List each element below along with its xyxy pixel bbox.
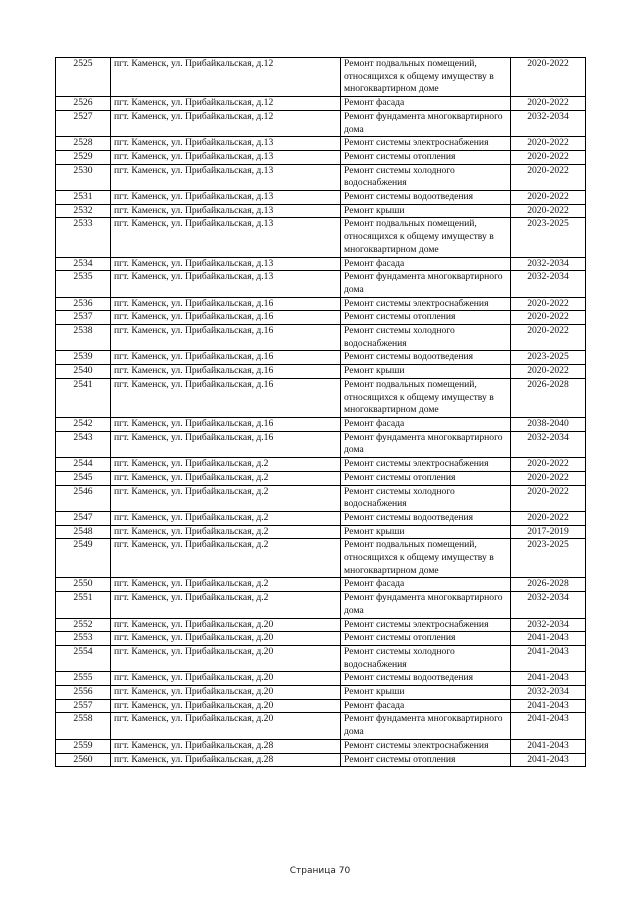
table-row bbox=[56, 110, 586, 136]
period-cell: 2017-2019 bbox=[511, 525, 586, 539]
work-type-cell: Ремонт системы водоотведения bbox=[341, 672, 511, 686]
row-number-cell: 2557 bbox=[56, 699, 111, 713]
table-row bbox=[56, 218, 586, 257]
work-type-cell: Ремонт системы электроснабжения bbox=[341, 458, 511, 472]
row-number-cell: 2560 bbox=[56, 753, 111, 767]
work-type-cell: Ремонт фундамента многоквартирного дома bbox=[341, 431, 511, 457]
table-row bbox=[56, 753, 586, 767]
address-cell: пгт. Каменск, ул. Прибайкальская, д.13 bbox=[111, 204, 341, 218]
row-number-cell: 2555 bbox=[56, 672, 111, 686]
row-number-cell: 2546 bbox=[56, 485, 111, 511]
work-type-cell: Ремонт фасада bbox=[341, 699, 511, 713]
table-row bbox=[56, 632, 586, 646]
address-cell: пгт. Каменск, ул. Прибайкальская, д.16 bbox=[111, 351, 341, 365]
row-number-cell: 2554 bbox=[56, 645, 111, 671]
address-cell: пгт. Каменск, ул. Прибайкальская, д.16 bbox=[111, 325, 341, 351]
address-cell: пгт. Каменск, ул. Прибайкальская, д.20 bbox=[111, 672, 341, 686]
address-cell: пгт. Каменск, ул. Прибайкальская, д.2 bbox=[111, 485, 341, 511]
row-number-cell: 2550 bbox=[56, 578, 111, 592]
work-type-cell: Ремонт системы холодного водоснабжения bbox=[341, 485, 511, 511]
row-number-cell: 2548 bbox=[56, 525, 111, 539]
table-row bbox=[56, 271, 586, 297]
period-cell: 2020-2022 bbox=[511, 137, 586, 151]
row-number-cell: 2539 bbox=[56, 351, 111, 365]
work-type-cell: Ремонт системы отопления bbox=[341, 753, 511, 767]
period-cell: 2041-2043 bbox=[511, 645, 586, 671]
table-row bbox=[56, 485, 586, 511]
address-cell: пгт. Каменск, ул. Прибайкальская, д.2 bbox=[111, 578, 341, 592]
period-cell: 2026-2028 bbox=[511, 378, 586, 417]
row-number-cell: 2541 bbox=[56, 378, 111, 417]
work-type-cell: Ремонт системы электроснабжения bbox=[341, 739, 511, 753]
row-number-cell: 2540 bbox=[56, 365, 111, 379]
row-number-cell: 2558 bbox=[56, 713, 111, 739]
period-cell: 2041-2043 bbox=[511, 699, 586, 713]
table-row bbox=[56, 325, 586, 351]
work-type-cell: Ремонт подвальных помещений, относящихся к общему имуществу в многоквартирном доме bbox=[341, 378, 511, 417]
period-cell: 2020-2022 bbox=[511, 150, 586, 164]
work-type-cell: Ремонт системы отопления bbox=[341, 471, 511, 485]
period-cell: 2020-2022 bbox=[511, 97, 586, 111]
repair-schedule-table bbox=[55, 57, 586, 767]
table-row bbox=[56, 458, 586, 472]
work-type-cell: Ремонт фасада bbox=[341, 417, 511, 431]
period-cell: 2020-2022 bbox=[511, 325, 586, 351]
work-type-cell: Ремонт системы холодного водоснабжения bbox=[341, 645, 511, 671]
period-cell: 2020-2022 bbox=[511, 297, 586, 311]
work-type-cell: Ремонт подвальных помещений, относящихся к общему имуществу в многоквартирном доме bbox=[341, 58, 511, 97]
period-cell: 2032-2034 bbox=[511, 431, 586, 457]
work-type-cell: Ремонт подвальных помещений, относящихся к общему имуществу в многоквартирном доме bbox=[341, 539, 511, 578]
table-row bbox=[56, 191, 586, 205]
row-number-cell: 2553 bbox=[56, 632, 111, 646]
address-cell: пгт. Каменск, ул. Прибайкальская, д.13 bbox=[111, 191, 341, 205]
table-row bbox=[56, 311, 586, 325]
address-cell: пгт. Каменск, ул. Прибайкальская, д.16 bbox=[111, 297, 341, 311]
work-type-cell: Ремонт системы водоотведения bbox=[341, 191, 511, 205]
address-cell: пгт. Каменск, ул. Прибайкальская, д.16 bbox=[111, 365, 341, 379]
row-number-cell: 2529 bbox=[56, 150, 111, 164]
work-type-cell: Ремонт системы холодного водоснабжения bbox=[341, 325, 511, 351]
period-cell: 2038-2040 bbox=[511, 417, 586, 431]
work-type-cell: Ремонт подвальных помещений, относящихся к общему имуществу в многоквартирном доме bbox=[341, 218, 511, 257]
work-type-cell: Ремонт фасада bbox=[341, 257, 511, 271]
row-number-cell: 2532 bbox=[56, 204, 111, 218]
table-row bbox=[56, 525, 586, 539]
row-number-cell: 2531 bbox=[56, 191, 111, 205]
table-row bbox=[56, 97, 586, 111]
period-cell: 2026-2028 bbox=[511, 578, 586, 592]
page-number: Страница 70 bbox=[289, 866, 351, 876]
period-cell: 2032-2034 bbox=[511, 592, 586, 618]
work-type-cell: Ремонт крыши bbox=[341, 686, 511, 700]
table-row bbox=[56, 578, 586, 592]
row-number-cell: 2528 bbox=[56, 137, 111, 151]
address-cell: пгт. Каменск, ул. Прибайкальская, д.16 bbox=[111, 311, 341, 325]
period-cell: 2032-2034 bbox=[511, 618, 586, 632]
row-number-cell: 2551 bbox=[56, 592, 111, 618]
period-cell: 2023-2025 bbox=[511, 351, 586, 365]
table-row bbox=[56, 645, 586, 671]
address-cell: пгт. Каменск, ул. Прибайкальская, д.20 bbox=[111, 632, 341, 646]
period-cell: 2023-2025 bbox=[511, 539, 586, 578]
row-number-cell: 2547 bbox=[56, 511, 111, 525]
period-cell: 2020-2022 bbox=[511, 485, 586, 511]
address-cell: пгт. Каменск, ул. Прибайкальская, д.12 bbox=[111, 97, 341, 111]
period-cell: 2020-2022 bbox=[511, 511, 586, 525]
table-row bbox=[56, 739, 586, 753]
row-number-cell: 2559 bbox=[56, 739, 111, 753]
work-type-cell: Ремонт системы холодного водоснабжения bbox=[341, 164, 511, 190]
period-cell: 2032-2034 bbox=[511, 686, 586, 700]
period-cell: 2020-2022 bbox=[511, 164, 586, 190]
table-row bbox=[56, 137, 586, 151]
table-row bbox=[56, 58, 586, 97]
period-cell: 2041-2043 bbox=[511, 713, 586, 739]
period-cell: 2020-2022 bbox=[511, 471, 586, 485]
row-number-cell: 2538 bbox=[56, 325, 111, 351]
work-type-cell: Ремонт фундамента многоквартирного дома bbox=[341, 271, 511, 297]
address-cell: пгт. Каменск, ул. Прибайкальская, д.2 bbox=[111, 592, 341, 618]
table-row bbox=[56, 511, 586, 525]
address-cell: пгт. Каменск, ул. Прибайкальская, д.28 bbox=[111, 739, 341, 753]
table-row bbox=[56, 378, 586, 417]
address-cell: пгт. Каменск, ул. Прибайкальская, д.16 bbox=[111, 378, 341, 417]
address-cell: пгт. Каменск, ул. Прибайкальская, д.13 bbox=[111, 271, 341, 297]
address-cell: пгт. Каменск, ул. Прибайкальская, д.16 bbox=[111, 431, 341, 457]
work-type-cell: Ремонт фасада bbox=[341, 578, 511, 592]
work-type-cell: Ремонт системы электроснабжения bbox=[341, 137, 511, 151]
period-cell: 2032-2034 bbox=[511, 271, 586, 297]
table-body bbox=[56, 58, 586, 767]
period-cell: 2041-2043 bbox=[511, 753, 586, 767]
address-cell: пгт. Каменск, ул. Прибайкальская, д.2 bbox=[111, 511, 341, 525]
period-cell: 2032-2034 bbox=[511, 110, 586, 136]
table-row bbox=[56, 539, 586, 578]
address-cell: пгт. Каменск, ул. Прибайкальская, д.2 bbox=[111, 539, 341, 578]
table-row bbox=[56, 672, 586, 686]
row-number-cell: 2533 bbox=[56, 218, 111, 257]
address-cell: пгт. Каменск, ул. Прибайкальская, д.20 bbox=[111, 699, 341, 713]
period-cell: 2032-2034 bbox=[511, 257, 586, 271]
address-cell: пгт. Каменск, ул. Прибайкальская, д.20 bbox=[111, 686, 341, 700]
table-row bbox=[56, 150, 586, 164]
address-cell: пгт. Каменск, ул. Прибайкальская, д.20 bbox=[111, 645, 341, 671]
work-type-cell: Ремонт системы отопления bbox=[341, 150, 511, 164]
address-cell: пгт. Каменск, ул. Прибайкальская, д.13 bbox=[111, 150, 341, 164]
address-cell: пгт. Каменск, ул. Прибайкальская, д.13 bbox=[111, 218, 341, 257]
period-cell: 2041-2043 bbox=[511, 739, 586, 753]
period-cell: 2020-2022 bbox=[511, 458, 586, 472]
row-number-cell: 2525 bbox=[56, 58, 111, 97]
address-cell: пгт. Каменск, ул. Прибайкальская, д.13 bbox=[111, 137, 341, 151]
work-type-cell: Ремонт системы электроснабжения bbox=[341, 618, 511, 632]
address-cell: пгт. Каменск, ул. Прибайкальская, д.13 bbox=[111, 257, 341, 271]
address-cell: пгт. Каменск, ул. Прибайкальская, д.12 bbox=[111, 58, 341, 97]
work-type-cell: Ремонт крыши bbox=[341, 204, 511, 218]
work-type-cell: Ремонт системы отопления bbox=[341, 632, 511, 646]
address-cell: пгт. Каменск, ул. Прибайкальская, д.16 bbox=[111, 417, 341, 431]
work-type-cell: Ремонт системы водоотведения bbox=[341, 511, 511, 525]
table-row bbox=[56, 471, 586, 485]
work-type-cell: Ремонт фасада bbox=[341, 97, 511, 111]
table-row bbox=[56, 164, 586, 190]
table-row bbox=[56, 618, 586, 632]
address-cell: пгт. Каменск, ул. Прибайкальская, д.2 bbox=[111, 471, 341, 485]
row-number-cell: 2530 bbox=[56, 164, 111, 190]
row-number-cell: 2537 bbox=[56, 311, 111, 325]
address-cell: пгт. Каменск, ул. Прибайкальская, д.2 bbox=[111, 458, 341, 472]
work-type-cell: Ремонт крыши bbox=[341, 365, 511, 379]
table-row bbox=[56, 431, 586, 457]
period-cell: 2020-2022 bbox=[511, 365, 586, 379]
work-type-cell: Ремонт фундамента многоквартирного дома bbox=[341, 713, 511, 739]
table-row bbox=[56, 297, 586, 311]
period-cell: 2020-2022 bbox=[511, 311, 586, 325]
row-number-cell: 2549 bbox=[56, 539, 111, 578]
row-number-cell: 2544 bbox=[56, 458, 111, 472]
row-number-cell: 2535 bbox=[56, 271, 111, 297]
row-number-cell: 2534 bbox=[56, 257, 111, 271]
table-row bbox=[56, 351, 586, 365]
period-cell: 2020-2022 bbox=[511, 191, 586, 205]
row-number-cell: 2556 bbox=[56, 686, 111, 700]
address-cell: пгт. Каменск, ул. Прибайкальская, д.28 bbox=[111, 753, 341, 767]
row-number-cell: 2545 bbox=[56, 471, 111, 485]
row-number-cell: 2536 bbox=[56, 297, 111, 311]
table-row bbox=[56, 417, 586, 431]
work-type-cell: Ремонт фундамента многоквартирного дома bbox=[341, 592, 511, 618]
period-cell: 2020-2022 bbox=[511, 58, 586, 97]
period-cell: 2041-2043 bbox=[511, 672, 586, 686]
address-cell: пгт. Каменск, ул. Прибайкальская, д.2 bbox=[111, 525, 341, 539]
table-row bbox=[56, 592, 586, 618]
row-number-cell: 2542 bbox=[56, 417, 111, 431]
table-row bbox=[56, 686, 586, 700]
row-number-cell: 2526 bbox=[56, 97, 111, 111]
table-row bbox=[56, 713, 586, 739]
address-cell: пгт. Каменск, ул. Прибайкальская, д.20 bbox=[111, 713, 341, 739]
period-cell: 2041-2043 bbox=[511, 632, 586, 646]
work-type-cell: Ремонт системы электроснабжения bbox=[341, 297, 511, 311]
work-type-cell: Ремонт системы отопления bbox=[341, 311, 511, 325]
table-row bbox=[56, 365, 586, 379]
row-number-cell: 2543 bbox=[56, 431, 111, 457]
work-type-cell: Ремонт фундамента многоквартирного дома bbox=[341, 110, 511, 136]
address-cell: пгт. Каменск, ул. Прибайкальская, д.12 bbox=[111, 110, 341, 136]
work-type-cell: Ремонт крыши bbox=[341, 525, 511, 539]
address-cell: пгт. Каменск, ул. Прибайкальская, д.20 bbox=[111, 618, 341, 632]
period-cell: 2023-2025 bbox=[511, 218, 586, 257]
table-row bbox=[56, 204, 586, 218]
row-number-cell: 2527 bbox=[56, 110, 111, 136]
table-row bbox=[56, 257, 586, 271]
period-cell: 2020-2022 bbox=[511, 204, 586, 218]
work-type-cell: Ремонт системы водоотведения bbox=[341, 351, 511, 365]
row-number-cell: 2552 bbox=[56, 618, 111, 632]
table-row bbox=[56, 699, 586, 713]
address-cell: пгт. Каменск, ул. Прибайкальская, д.13 bbox=[111, 164, 341, 190]
